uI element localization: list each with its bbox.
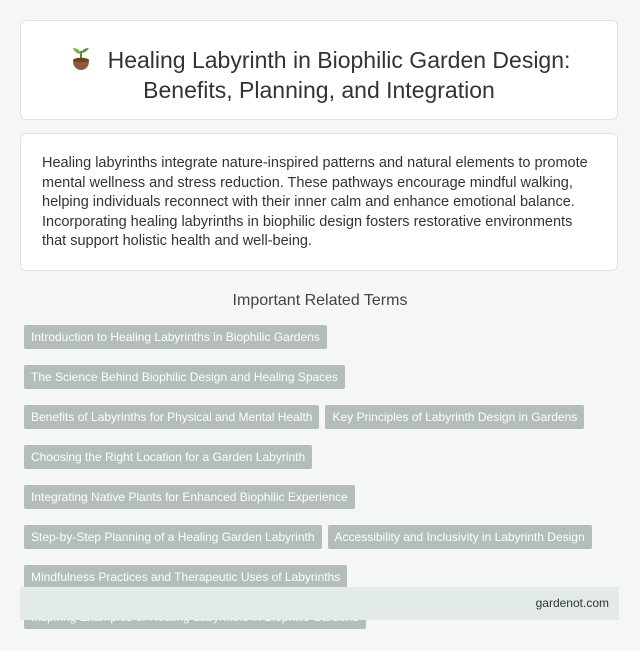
term-tag[interactable]: Benefits of Labyrinths for Physical and Mental Health bbox=[24, 405, 319, 429]
title-line-1: Healing Labyrinth in Biophilic Garden Design: bbox=[107, 47, 571, 73]
term-tag[interactable]: The Science Behind Biophilic Design and Healing Spaces bbox=[24, 365, 345, 389]
term-tag[interactable]: Key Principles of Labyrinth Design in Gardens bbox=[325, 405, 584, 429]
term-tag[interactable]: Mindfulness Practices and Therapeutic Uses of Labyrinths bbox=[24, 565, 347, 589]
term-tag[interactable]: Integrating Native Plants for Enhanced Biophilic Experience bbox=[24, 485, 355, 509]
term-tag[interactable]: Accessibility and Inclusivity in Labyrinth Design bbox=[328, 525, 592, 549]
page-title bbox=[21, 45, 617, 105]
intro-card bbox=[20, 133, 618, 271]
title-line-2: Benefits, Planning, and Integration bbox=[143, 77, 495, 103]
intro-paragraph: Healing labyrinths integrate nature-inspired patterns and natural elements to promote mental wellness and stress reduction. These pathways encourage mindful walking, helping individuals reconnect with their inner calm and enhance emotional balance. Incorporating healing labyrinths in biophilic design fosters restorative environments that support holistic health and well-being. bbox=[42, 155, 588, 249]
related-terms-heading: Important Related Terms bbox=[232, 292, 408, 309]
footer-site-link[interactable]: gardenot.com bbox=[535, 596, 609, 610]
title-card bbox=[20, 20, 618, 120]
related-terms-list bbox=[24, 325, 624, 629]
term-tag[interactable]: Introduction to Healing Labyrinths in Biophilic Gardens bbox=[24, 325, 327, 349]
footer bbox=[20, 587, 619, 620]
sprout-icon bbox=[68, 45, 94, 71]
term-tag[interactable]: Step-by-Step Planning of a Healing Garden Labyrinth bbox=[24, 525, 322, 549]
term-tag[interactable]: Choosing the Right Location for a Garden Labyrinth bbox=[24, 445, 312, 469]
